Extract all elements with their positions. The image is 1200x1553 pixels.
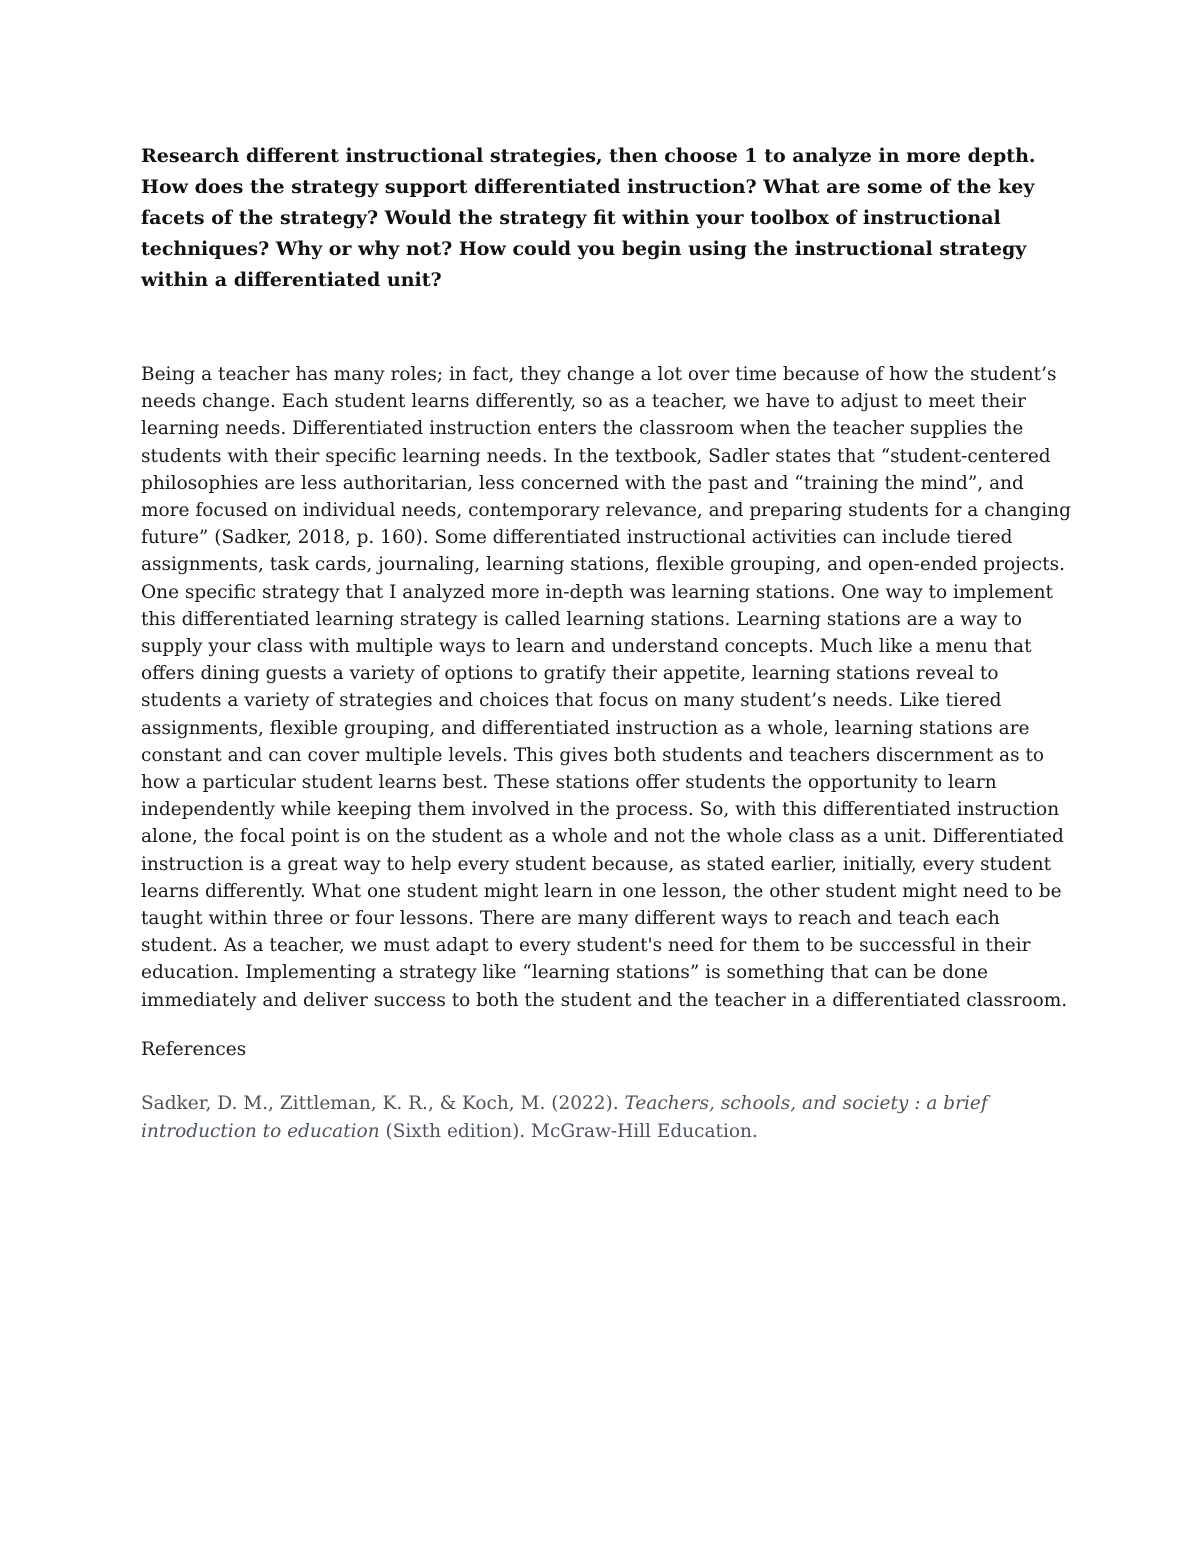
essay-body: Being a teacher has many roles; in fact, they change a lot over time because of how the student’s needs change. Each student learns differently, so as a teacher, we have to adjust to meet their learning needs. Differentiated instruction enters the classroom when the teacher supplies the students with their specific learning needs. In the textbook, Sadler states that “student-centered philosophies are less authoritarian, less concerned with the past and “training the mind”, and more focused on individual needs, contemporary relevance, and preparing students for a changing future” (Sadker, 2018, p. 160). Some differentiated instructional activities can include tiered assignments, task cards, journaling, learning stations, flexible grouping, and open-ended projects. One specific strategy that I analyzed more in-depth was learning stations. One way to implement this differentiated learning strategy is called learning stations. Learning stations are a way to supply your class with multiple ways to learn and understand concepts. Much like a menu that offers dining guests a variety of options to gratify their appetite, learning stations reveal to students a variety of strategies and choices that focus on many student’s needs. Like tiered assignments, flexible grouping, and differentiated instruction as a whole, learning stations are constant and can cover multiple levels. This gives both students and teachers discernment as to how a particular student learns best. These stations offer students the opportunity to learn independently while keeping them involved in the process. So, with this differentiated instruction alone, the focal point is on the student as a whole and not the whole class as a unit. Differentiated instruction is a great way to help every student because, as stated earlier, initially, every student learns differently. What one student might learn in one lesson, the other student might need to be taught within three or four lessons. There are many different ways to reach and teach each student. As a teacher, we must adapt to every student's need for them to be successful in their education. Implementing a strategy like “learning stations” is something that can be done immediately and deliver success to both the student and the teacher in a differentiated classroom. xyxy=(141,364,1071,1011)
reference-citation xyxy=(141,1090,1076,1146)
citation-authors-year: Sadker, D. M., Zittleman, K. R., & Koch, M. (2022). xyxy=(141,1093,625,1114)
citation-publisher: (Sixth edition). McGraw-Hill Education. xyxy=(379,1121,758,1142)
citation-title: Teachers, schools, and society : a brief introduction to education xyxy=(141,1093,988,1142)
assignment-prompt: Research different instructional strategies, then choose 1 to analyze in more depth. How does the strategy support differentiated instruction? What are some of the key facets of the strategy? Would the strategy fit within your toolbox of instructional techniques? Why or why not? How could you begin using the instructional strategy within a differentiated unit? xyxy=(141,145,1036,291)
references-heading: References xyxy=(141,1039,247,1060)
